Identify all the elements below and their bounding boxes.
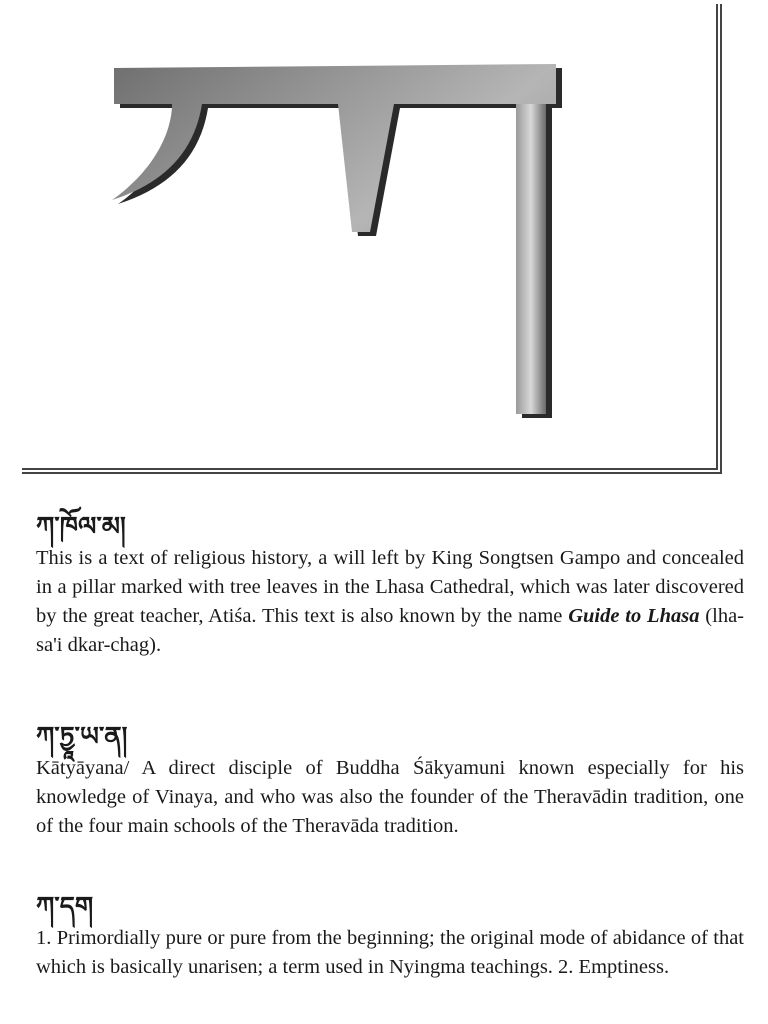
tibetan-letter-ka-illustration bbox=[22, 4, 722, 474]
entry-headword: ཀ་དག bbox=[36, 892, 94, 922]
definition-text: This is a text of religious history, a will left by King Songtsen Gampo and concealed in a pillar marked with tree leaves in the Lhasa Cathedral, which was later discovered by the great teacher, Atiśa. This text is also known by the name bbox=[36, 547, 744, 627]
entry-headword: ཀ་ཏྱཱ་ཡ་ན། bbox=[36, 722, 128, 752]
entry-definition: 1. Primordially pure or pure from the beginning; the original mode of abidance of that which is basically unarisen; a term used in Nyingma teachings. 2. Emptiness. bbox=[36, 927, 744, 978]
entry-definition bbox=[36, 544, 744, 660]
definition-title-italic: Guide to Lhasa bbox=[568, 605, 700, 627]
letter-stem bbox=[516, 104, 546, 414]
entry-headword: ཀ་ཁོལ་མ། bbox=[36, 512, 126, 542]
dictionary-entry bbox=[36, 720, 744, 841]
entry-definition: Kātyāyana/ A direct disciple of Buddha Śākyamuni known especially for his knowledge of Vinaya, and who was also the founder of the Theravādin tradition, one of the four main schools of the Theravāda tradition. bbox=[36, 757, 744, 837]
letter-glyph bbox=[112, 64, 556, 414]
letter-illustration-frame bbox=[22, 4, 722, 474]
definition-text-end: (lha-sa'i dkar-chag). bbox=[36, 605, 744, 656]
dictionary-entry bbox=[36, 510, 744, 660]
dictionary-entry bbox=[36, 890, 744, 982]
